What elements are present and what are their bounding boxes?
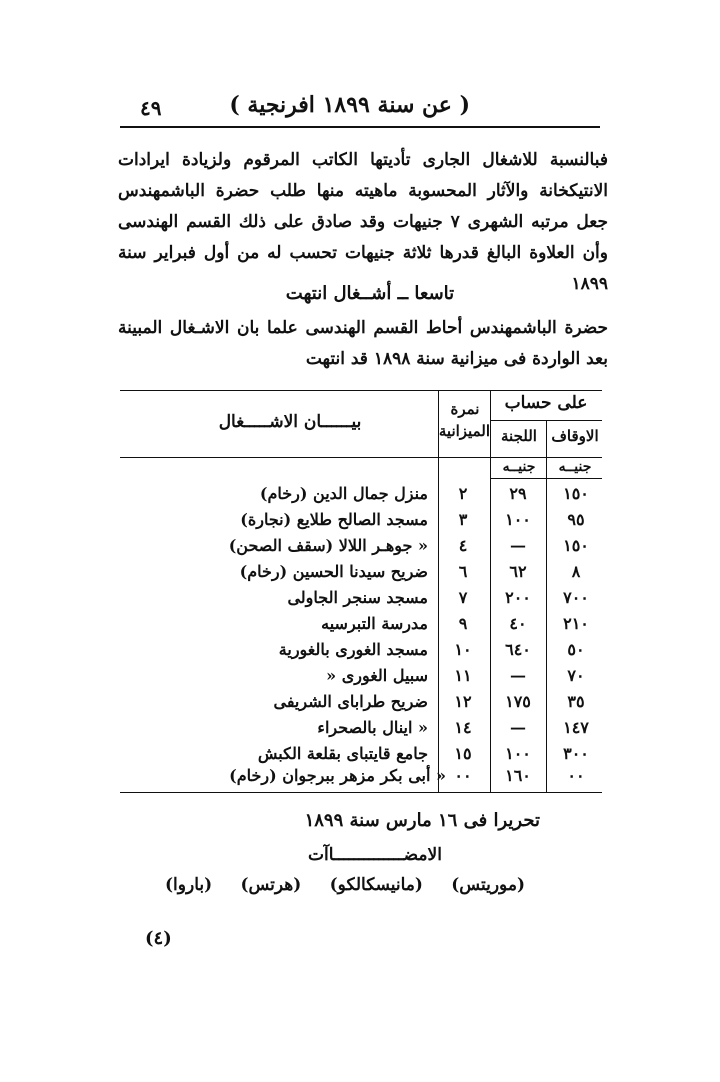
cell-number: ٩ xyxy=(458,614,468,633)
cell-lajna: ١٦٠ xyxy=(505,766,531,785)
signature-name: (هرتس) xyxy=(240,875,302,895)
cell-description: سبيل الغورى « xyxy=(326,666,428,685)
cell-description: مسجد سنجر الجاولى xyxy=(287,588,428,607)
cell-description: جامع قايتباى بقلعة الكبش xyxy=(257,744,428,763)
signatures-row xyxy=(165,875,525,895)
cell-lajna: ٦٤٠ xyxy=(505,640,531,659)
table-row xyxy=(120,536,602,562)
cell-description: « اينال بالصحراء xyxy=(317,718,428,737)
paragraph-2: حضرة الباشمهندس أحاط القسم الهندسى علما بان الاشـغال المبينة بعد الواردة فى ميزانية سنة ١٨٩٨ قد انتهت xyxy=(118,318,608,369)
date-line: تحريرا فى ١٦ مارس سنة ١٨٩٩ xyxy=(304,810,540,831)
header-rule xyxy=(120,126,600,128)
cell-awqaf: ٧٠٠ xyxy=(563,588,589,607)
cell-description: ضريح سيدنا الحسين (رخام) xyxy=(239,562,428,581)
cell-description: « جوهـر اللالا (سقف الصحن) xyxy=(228,536,428,555)
cell-lajna: ١٧٥ xyxy=(505,692,531,711)
cell-awqaf: ٠٠ xyxy=(567,766,585,785)
header-budget-number: نمرة الميزانية xyxy=(438,400,490,440)
cell-number: ٣ xyxy=(458,510,468,529)
header-awqaf: الاوقاف xyxy=(551,427,599,445)
signature-name: (مانيسكالكو) xyxy=(329,875,423,895)
signature-name: (موريتس) xyxy=(451,875,525,895)
table-row xyxy=(120,666,602,692)
cell-awqaf: ٣٥ xyxy=(567,692,585,711)
cell-lajna: — xyxy=(510,536,526,555)
cell-awqaf: ٢١٠ xyxy=(563,614,589,633)
cell-awqaf: ١٤٧ xyxy=(563,718,589,737)
cell-awqaf: ٨ xyxy=(571,562,581,581)
table-row xyxy=(120,766,602,792)
cell-lajna: ٦٢ xyxy=(509,562,527,581)
header-lajna: اللجنة xyxy=(501,427,537,445)
cell-description: منزل جمال الدين (رخام) xyxy=(259,484,428,503)
paragraph-1: فبالنسبة للاشغال الجارى تأديتها الكاتب المرقوم ولزيادة ايرادات الانتيكخانة والآثار المحسوبة ماهيته منها طلب حضرة الباشمهندس جعل مرتبه الشهرى ٧ جنيهات وقد صادق على ذلك القسم الهندسى وأن العلاوة البالغ قدرها ثلاثة جنيهات تحسب له من أول فبراير سنة ١٨٩٩ xyxy=(118,150,608,294)
cell-lajna: ٢٩ xyxy=(509,484,527,503)
signature-name: (باروا) xyxy=(165,875,213,895)
table-row xyxy=(120,510,602,536)
table-bottom-rule xyxy=(120,792,602,793)
cell-number: ٤ xyxy=(458,536,468,555)
cell-lajna: ٤٠ xyxy=(509,614,527,633)
table-row xyxy=(120,484,602,510)
signatures-heading: الامضــــــــــــــاآت xyxy=(308,845,442,865)
cell-number: ١٥ xyxy=(454,744,472,763)
footer-mark: (٤) xyxy=(145,928,172,949)
cell-description: مسجد الصالح طلايع (نجارة) xyxy=(240,510,428,529)
cell-lajna: ١٠٠ xyxy=(505,510,531,529)
running-header: ( عن سنة ١٨٩٩ افرنجية ) xyxy=(229,92,470,118)
page-number: ٤٩ xyxy=(140,96,162,120)
header-bottom-rule xyxy=(120,457,602,458)
cell-number: ١١ xyxy=(454,666,472,685)
cell-awqaf: ١٥٠ xyxy=(563,484,589,503)
cell-description: ضريح طراباى الشريفى xyxy=(273,692,428,711)
cell-number: ٦ xyxy=(458,562,468,581)
table-row xyxy=(120,692,602,718)
cell-lajna: ١٠٠ xyxy=(505,744,531,763)
cell-lajna: — xyxy=(510,718,526,737)
cell-description: مسجد الغورى بالغورية xyxy=(278,640,428,659)
unit-lajna: جنيــه xyxy=(502,459,536,475)
table-row xyxy=(120,562,602,588)
cell-number: ٢ xyxy=(458,484,468,503)
cell-awqaf: ٧٠ xyxy=(567,666,585,685)
unit-awqaf: جنيــه xyxy=(558,459,592,475)
cell-description: « أبى بكر مزهر ببرجوان (رخام) xyxy=(229,766,446,785)
table-top-rule xyxy=(120,390,602,391)
table-row xyxy=(120,640,602,666)
section-heading: تاسعا ــ أشــغال انتهت xyxy=(285,283,455,304)
cell-awqaf: ١٥٠ xyxy=(563,536,589,555)
cell-awqaf: ٩٥ xyxy=(567,510,585,529)
cell-awqaf: ٥٠ xyxy=(567,640,585,659)
cell-number: ١٢ xyxy=(454,692,472,711)
cell-number: ١٠ xyxy=(454,640,472,659)
header-description: بيــــــان الاشـــــغال xyxy=(218,412,362,432)
cell-number: ٧ xyxy=(458,588,468,607)
cell-lajna: — xyxy=(510,666,526,685)
cell-number: ٠٠ xyxy=(454,766,472,785)
cell-lajna: ٢٠٠ xyxy=(505,588,531,607)
cell-description: مدرسة التبرسيه xyxy=(321,614,428,633)
table-row xyxy=(120,718,602,744)
table-row xyxy=(120,588,602,614)
cell-awqaf: ٣٠٠ xyxy=(563,744,589,763)
table-row xyxy=(120,614,602,640)
cell-number: ١٤ xyxy=(454,718,472,737)
header-account: على حساب xyxy=(504,393,588,413)
